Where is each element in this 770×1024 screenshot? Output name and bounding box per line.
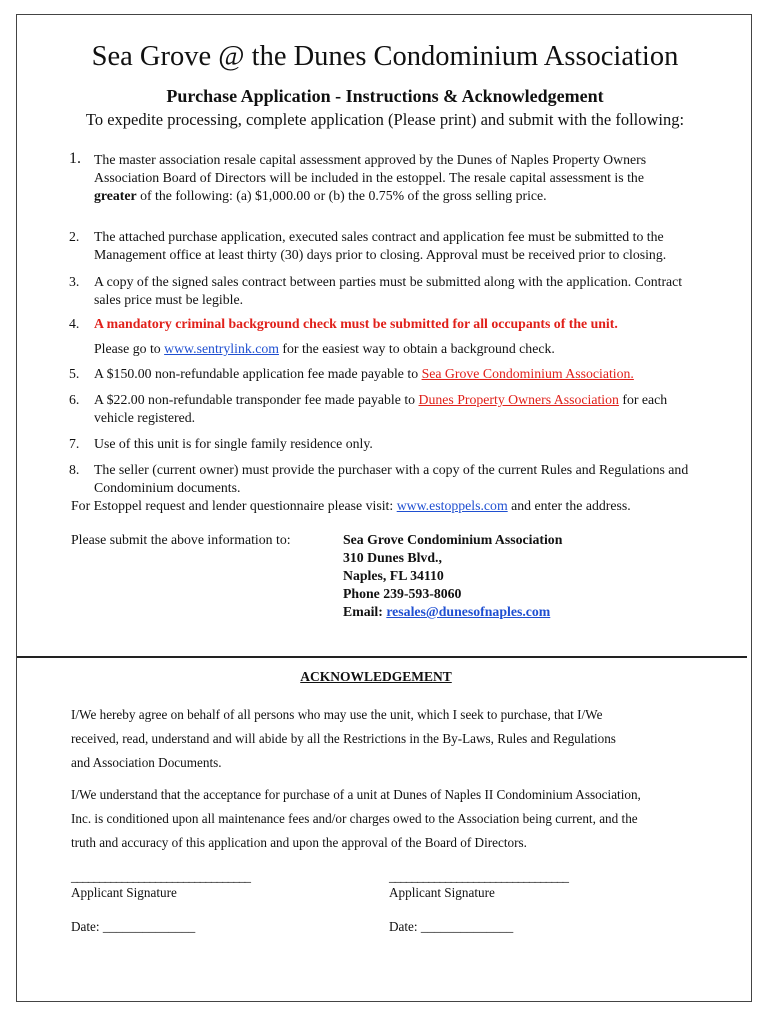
item-3-line-2: sales price must be legible. — [94, 292, 244, 307]
association-phone: Phone 239-593-8060 — [343, 586, 462, 601]
item-7-line-1: Use of this unit is for single family residence only. — [94, 436, 373, 451]
item-3-line-1: A copy of the signed sales contract between parties must be submitted along with the application. Contract — [94, 274, 683, 289]
applicant-signature-label-left: Applicant Signature — [71, 885, 177, 900]
sentrylink-link[interactable]: www.sentrylink.com — [164, 341, 279, 356]
item-4-line-2-pre: Please go to — [94, 341, 165, 356]
item-number: 1. — [69, 150, 81, 167]
item-5-pre: A $150.00 non-refundable application fee made payable to — [94, 366, 422, 381]
item-number: 7. — [69, 436, 80, 451]
email-label: Email: — [343, 604, 383, 619]
item-2-line-2: Management office at least thirty (30) days prior to closing. Approval must be received prior to closing. — [94, 247, 667, 262]
item-number: 4. — [69, 316, 80, 331]
date-field-right[interactable]: Date: ______________ — [389, 919, 514, 934]
item-6-pre: A $22.00 non-refundable transponder fee made payable to — [94, 392, 419, 407]
section-divider — [17, 656, 747, 658]
item-1-line-3: of the following: (a) $1,000.00 or (b) the 0.75% of the gross selling price. — [136, 188, 547, 203]
intro-text: To expedite processing, complete application (Please print) and submit with the following: — [85, 110, 685, 129]
acknowledgement-heading: ACKNOWLEDGEMENT — [300, 669, 452, 684]
background-check-notice: A mandatory criminal background check must be submitted for all occupants of the unit. — [94, 316, 618, 331]
acknowledgement-para-1-line-3: and Association Documents. — [71, 755, 222, 770]
item-8-line-1: The seller (current owner) must provide the purchaser with a copy of the current Rules and Regulations and — [94, 462, 689, 477]
date-field-left[interactable]: Date: ______________ — [71, 919, 196, 934]
item-number: 2. — [69, 229, 80, 244]
acknowledgement-para-1-line-1: I/We hereby agree on behalf of all persons who may use the unit, which I seek to purchase, that I/We — [71, 707, 603, 722]
acknowledgement-para-2-line-3: truth and accuracy of this application and upon the approval of the Board of Directors. — [71, 835, 527, 850]
document-title: Sea Grove @ the Dunes Condominium Association — [91, 41, 679, 72]
item-8-line-2: Condominium documents. — [94, 480, 241, 495]
submit-address-block — [343, 531, 562, 621]
item-number: 5. — [69, 366, 80, 381]
item-number: 3. — [69, 274, 80, 289]
dunes-poa-payee-link[interactable]: Dunes Property Owners Association — [418, 392, 619, 407]
estoppels-link[interactable]: www.estoppels.com — [396, 498, 508, 513]
estoppel-line: For Estoppel request and lender questionnaire please visit: www.estoppels.com and enter the address. — [71, 498, 631, 513]
acknowledgement-para-2-line-2: Inc. is conditioned upon all maintenance fees and/or charges owed to the Association being current, and the — [71, 811, 638, 826]
item-number: 8. — [69, 462, 80, 477]
item-1-line-2: Association Board of Directors will be included in the estoppel. The resale capital assessment is the — [94, 170, 644, 185]
association-name: Sea Grove Condominium Association — [343, 532, 563, 547]
item-4-line-2-post: for the easiest way to obtain a background check. — [278, 341, 555, 356]
item-2-line-1: The attached purchase application, executed sales contract and application fee must be submitted to the — [94, 229, 664, 244]
sea-grove-payee-link[interactable]: Sea Grove Condominium Association. — [421, 366, 634, 381]
item-6-post: for each — [618, 392, 668, 407]
submit-label: Please submit the above information to: — [71, 532, 291, 547]
acknowledgement-para-2-line-1: I/We understand that the acceptance for purchase of a unit at Dunes of Naples II Condominium Association, — [71, 787, 641, 802]
association-street: 310 Dunes Blvd., — [343, 550, 442, 565]
signature-line-left[interactable]: ________________________________ — [71, 869, 250, 884]
applicant-signature-label-right: Applicant Signature — [389, 885, 495, 900]
resales-email-link[interactable]: resales@dunesofnaples.com — [386, 604, 551, 619]
greater-emphasis: greater — [94, 188, 137, 203]
item-1-line-1: The master association resale capital assessment approved by the Dunes of Naples Property Owners — [94, 152, 647, 167]
item-number: 6. — [69, 392, 80, 407]
association-city: Naples, FL 34110 — [343, 568, 444, 583]
acknowledgement-para-1-line-2: received, read, understand and will abide by all the Restrictions in the By-Laws, Rules and Regulations — [71, 731, 616, 746]
signature-line-right[interactable]: ________________________________ — [389, 869, 568, 884]
document-subtitle: Purchase Application - Instructions & Acknowledgement — [166, 86, 604, 106]
document-page — [16, 14, 752, 1002]
item-6-line-2: vehicle registered. — [94, 410, 196, 425]
